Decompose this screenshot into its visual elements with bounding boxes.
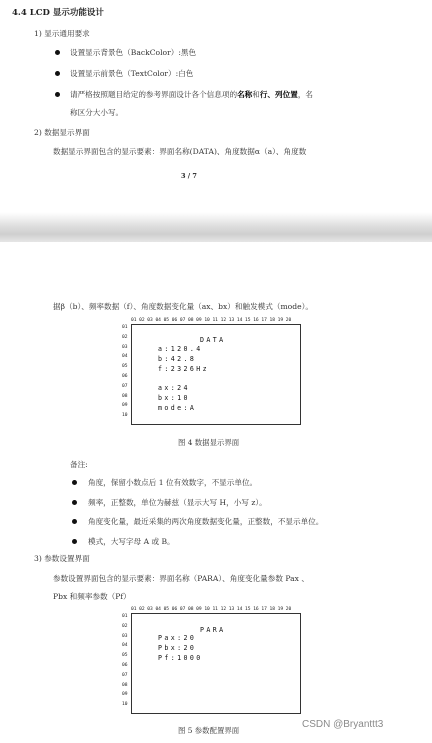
bullet-text-part: ，名 <box>297 90 313 99</box>
bullet-icon <box>72 480 77 485</box>
column-numbers: 01 02 03 04 05 06 07 08 09 10 11 12 13 14 15 16 17 18 19 20 <box>131 318 292 323</box>
screen-title: DATA <box>200 336 226 344</box>
row-number: 04 <box>122 354 128 360</box>
section-heading: 4.4 LCD 显示功能设计 <box>12 8 104 18</box>
note-item: 模式，大写字母 A 或 B。 <box>88 536 175 546</box>
row-number: 05 <box>122 653 128 659</box>
row-number: 10 <box>122 413 128 419</box>
row-number: 03 <box>122 633 128 639</box>
bullet-text-part: 请严格按照题目给定的参考界面设计各个信息项的 <box>70 90 238 99</box>
note-item: 角度，保留小数点后 1 位有效数字，不显示单位。 <box>88 478 258 487</box>
bullet-icon <box>55 92 60 97</box>
figure-caption: 图 4 数据显示界面 <box>178 438 240 447</box>
column-numbers: 01 02 03 04 05 06 07 08 09 10 11 12 13 14 15 16 17 18 19 20 <box>131 607 292 612</box>
bullet-text <box>70 89 313 100</box>
bullet-icon <box>55 50 60 55</box>
notes-title: 备注: <box>70 460 88 469</box>
bullet-icon <box>55 71 60 76</box>
note-item: 角度变化量，最近采集的两次角度数据变化量，正整数，不显示单位。 <box>88 517 324 526</box>
row-number: 03 <box>122 344 128 350</box>
watermark: CSDN @Bryanttt3 <box>302 719 384 730</box>
row-number: 06 <box>122 663 128 668</box>
row-number: 01 <box>122 614 128 619</box>
bullet-text: 设置显示前景色（TextColor）:白色 <box>70 69 194 78</box>
screen-line: Pf:1000 <box>158 653 203 662</box>
row-number: 10 <box>122 702 128 708</box>
screen-line: bx:10 <box>158 394 190 402</box>
bold-term: 名称 <box>237 90 253 99</box>
page-gap <box>0 212 432 242</box>
paragraph: 数据显示界面包含的显示要素：界面名称(DATA)、角度数据α（a）、角度数 <box>53 147 307 156</box>
subsection-title-data-screen: 2) 数据显示界面 <box>34 128 90 137</box>
row-number: 08 <box>122 393 128 399</box>
note-item: 频率，正整数，单位为赫兹（显示大写 H，小写 z）。 <box>88 497 267 507</box>
paragraph-continuation: 据β（b）、频率数据（f）、角度数据变化量（ax、bx）和触发模式（mode）。 <box>53 302 313 311</box>
bullet-icon <box>72 539 77 544</box>
screen-line: f:2326Hz <box>158 364 209 373</box>
screen-line: Pax:20 <box>158 634 197 642</box>
row-number: 07 <box>122 672 128 678</box>
bullet-text-continuation: 称区分大小写。 <box>70 108 124 117</box>
subsection-title-display-requirements: 1) 显示通用要求 <box>34 29 90 38</box>
screen-line: ax:24 <box>158 384 190 393</box>
paragraph: 参数设置界面包含的显示要素：界面名称（PARA）、角度变化量参数 Pax 、 <box>53 574 309 583</box>
row-number: 05 <box>122 364 128 370</box>
bullet-icon <box>72 500 77 505</box>
page-number: 3 / 7 <box>181 172 197 180</box>
paragraph: Pbx 和频率参数（Pf） <box>53 592 131 601</box>
screen-line: Pbx:20 <box>158 643 197 652</box>
row-number: 02 <box>122 334 128 340</box>
bullet-text-part: 和 <box>252 90 260 99</box>
row-number: 09 <box>122 403 128 409</box>
row-number: 02 <box>122 623 128 629</box>
screen-title: PARA <box>200 626 226 634</box>
subsection-title-param-screen: 3) 参数设置界面 <box>34 554 90 563</box>
row-number: 01 <box>122 325 128 330</box>
row-number: 07 <box>122 383 128 389</box>
row-number: 09 <box>122 692 128 698</box>
bullet-text: 设置显示背景色（BackColor）:黑色 <box>70 48 197 57</box>
screen-line: a:120.4 <box>158 345 203 353</box>
screen-line: mode:A <box>158 403 197 412</box>
bold-term: 行、列位置 <box>259 90 298 99</box>
figure-caption: 图 5 参数配置界面 <box>178 726 240 735</box>
screen-line: b:42.8 <box>158 354 197 363</box>
row-number: 06 <box>122 374 128 379</box>
row-number: 08 <box>122 682 128 688</box>
row-number: 04 <box>122 643 128 649</box>
bullet-icon <box>72 519 77 524</box>
